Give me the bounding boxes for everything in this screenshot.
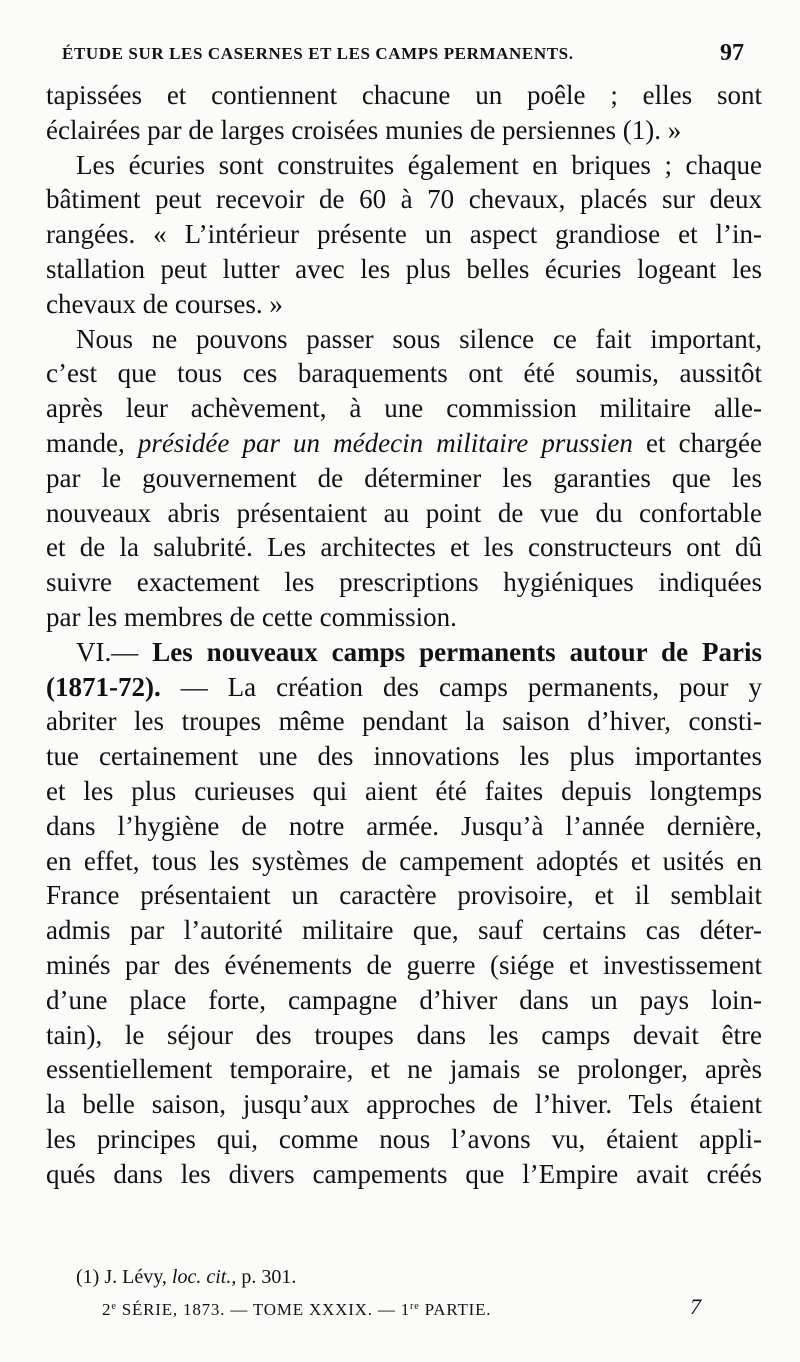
text-line: c’est que tous ces baraquements ont été soumis, aussitôt bbox=[46, 358, 762, 389]
series-text: SÉRIE, 1873. — TOME XXXIX. — 1 bbox=[121, 1300, 410, 1319]
text-line: tain), le séjour des troupes dans les camps devait être bbox=[46, 1019, 762, 1050]
text-line: après leur achèvement, à une commission militaire alle- bbox=[46, 393, 762, 424]
text-line: essentiellement temporaire, et ne jamais se prolonger, après bbox=[46, 1054, 762, 1085]
body-text bbox=[46, 78, 762, 1192]
text-line: France présentaient un caractère provisoire, et il semblait bbox=[46, 880, 762, 911]
footnote-page: p. 301. bbox=[241, 1266, 297, 1288]
text-line: éclairées par de larges croisées munies de persiennes (1). » bbox=[46, 114, 682, 145]
text-line: d’une place forte, campagne d’hiver dans un pays loin- bbox=[46, 984, 762, 1015]
text-line: rangées. « L’intérieur présente un aspect grandiose et l’in- bbox=[46, 219, 762, 250]
text-line: la belle saison, jusqu’aux approches de l’hiver. Tels étaient bbox=[46, 1089, 762, 1120]
text-line: tue certainement une des innovations les plus importantes bbox=[46, 741, 762, 772]
text-line: Les écuries sont construites également en briques ; chaque bbox=[76, 149, 762, 180]
text-line: tapissées et contiennent chacune un poêle ; elles sont bbox=[46, 80, 762, 110]
text-line: admis par l’autorité militaire que, sauf certains cas déter- bbox=[46, 915, 762, 946]
text-line: et de la salubrité. Les architectes et les constructeurs ont dû bbox=[46, 532, 762, 563]
text-line: stallation peut lutter avec les plus belles écuries logeant les bbox=[46, 253, 762, 284]
text-line: les principes qui, comme nous l’avons vu, étaient appli- bbox=[46, 1123, 762, 1154]
text-line: abriter les troupes même pendant la saison d’hiver, consti- bbox=[46, 706, 762, 737]
footnote-marker: (1) bbox=[76, 1266, 100, 1288]
text-line: en effet, tous les systèmes de campement adoptés et usités en bbox=[46, 845, 762, 876]
text-line: par les membres de cette commission. bbox=[46, 601, 457, 632]
section-dates: (1871-72). bbox=[46, 671, 161, 702]
text-run: mande, bbox=[46, 427, 125, 458]
text-run: — La création des camps permanents, pour y bbox=[180, 671, 762, 702]
text-line: et les plus curieuses qui aient été faites depuis longtemps bbox=[46, 775, 762, 806]
text-line: chevaux de courses. » bbox=[46, 288, 283, 319]
text-line: suivre exactement les prescriptions hygiéniques indiquées bbox=[46, 567, 762, 598]
text-line: qués dans les divers campements que l’Empire avait créés bbox=[46, 1158, 762, 1189]
section-heading: Les nouveaux camps permanents autour de Paris bbox=[152, 636, 762, 667]
page-number: 97 bbox=[720, 40, 744, 66]
text-line: minés par des événements de guerre (siége et investissement bbox=[46, 949, 762, 980]
text-line: par le gouvernement de déterminer les garanties que les bbox=[46, 462, 762, 493]
text-line: bâtiment peut recevoir de 60 à 70 chevaux, placés sur deux bbox=[46, 184, 762, 215]
signature-mark: 7 bbox=[690, 1294, 701, 1319]
section-number: VI.— bbox=[76, 636, 139, 667]
series-number: 2 bbox=[102, 1300, 112, 1319]
text-line-with-heading-dates bbox=[46, 670, 762, 705]
text-run: et chargée bbox=[645, 427, 762, 458]
part-superscript: re bbox=[410, 1300, 420, 1312]
text-line: Nous ne pouvons passer sous silence ce fait important, bbox=[76, 323, 762, 354]
text-line-with-italic bbox=[46, 426, 762, 461]
part-text: PARTIE. bbox=[424, 1300, 492, 1319]
text-line: nouveaux abris présentaient au point de vue du confortable bbox=[46, 497, 762, 528]
running-title: ÉTUDE SUR LES CASERNES ET LES CAMPS PERMANENTS. bbox=[62, 44, 574, 63]
footnote bbox=[76, 1266, 296, 1289]
text-line: dans l’hygiène de notre armée. Jusqu’à l’année dernière, bbox=[46, 810, 762, 841]
section-heading-line bbox=[46, 635, 762, 670]
running-head bbox=[62, 42, 744, 70]
footnote-citation: loc. cit., bbox=[171, 1266, 237, 1288]
series-footer bbox=[102, 1300, 491, 1320]
italic-phrase: présidée par un médecin militaire prussien bbox=[137, 427, 633, 458]
footnote-author: J. Lévy, bbox=[104, 1266, 167, 1288]
series-superscript: e bbox=[111, 1300, 117, 1312]
